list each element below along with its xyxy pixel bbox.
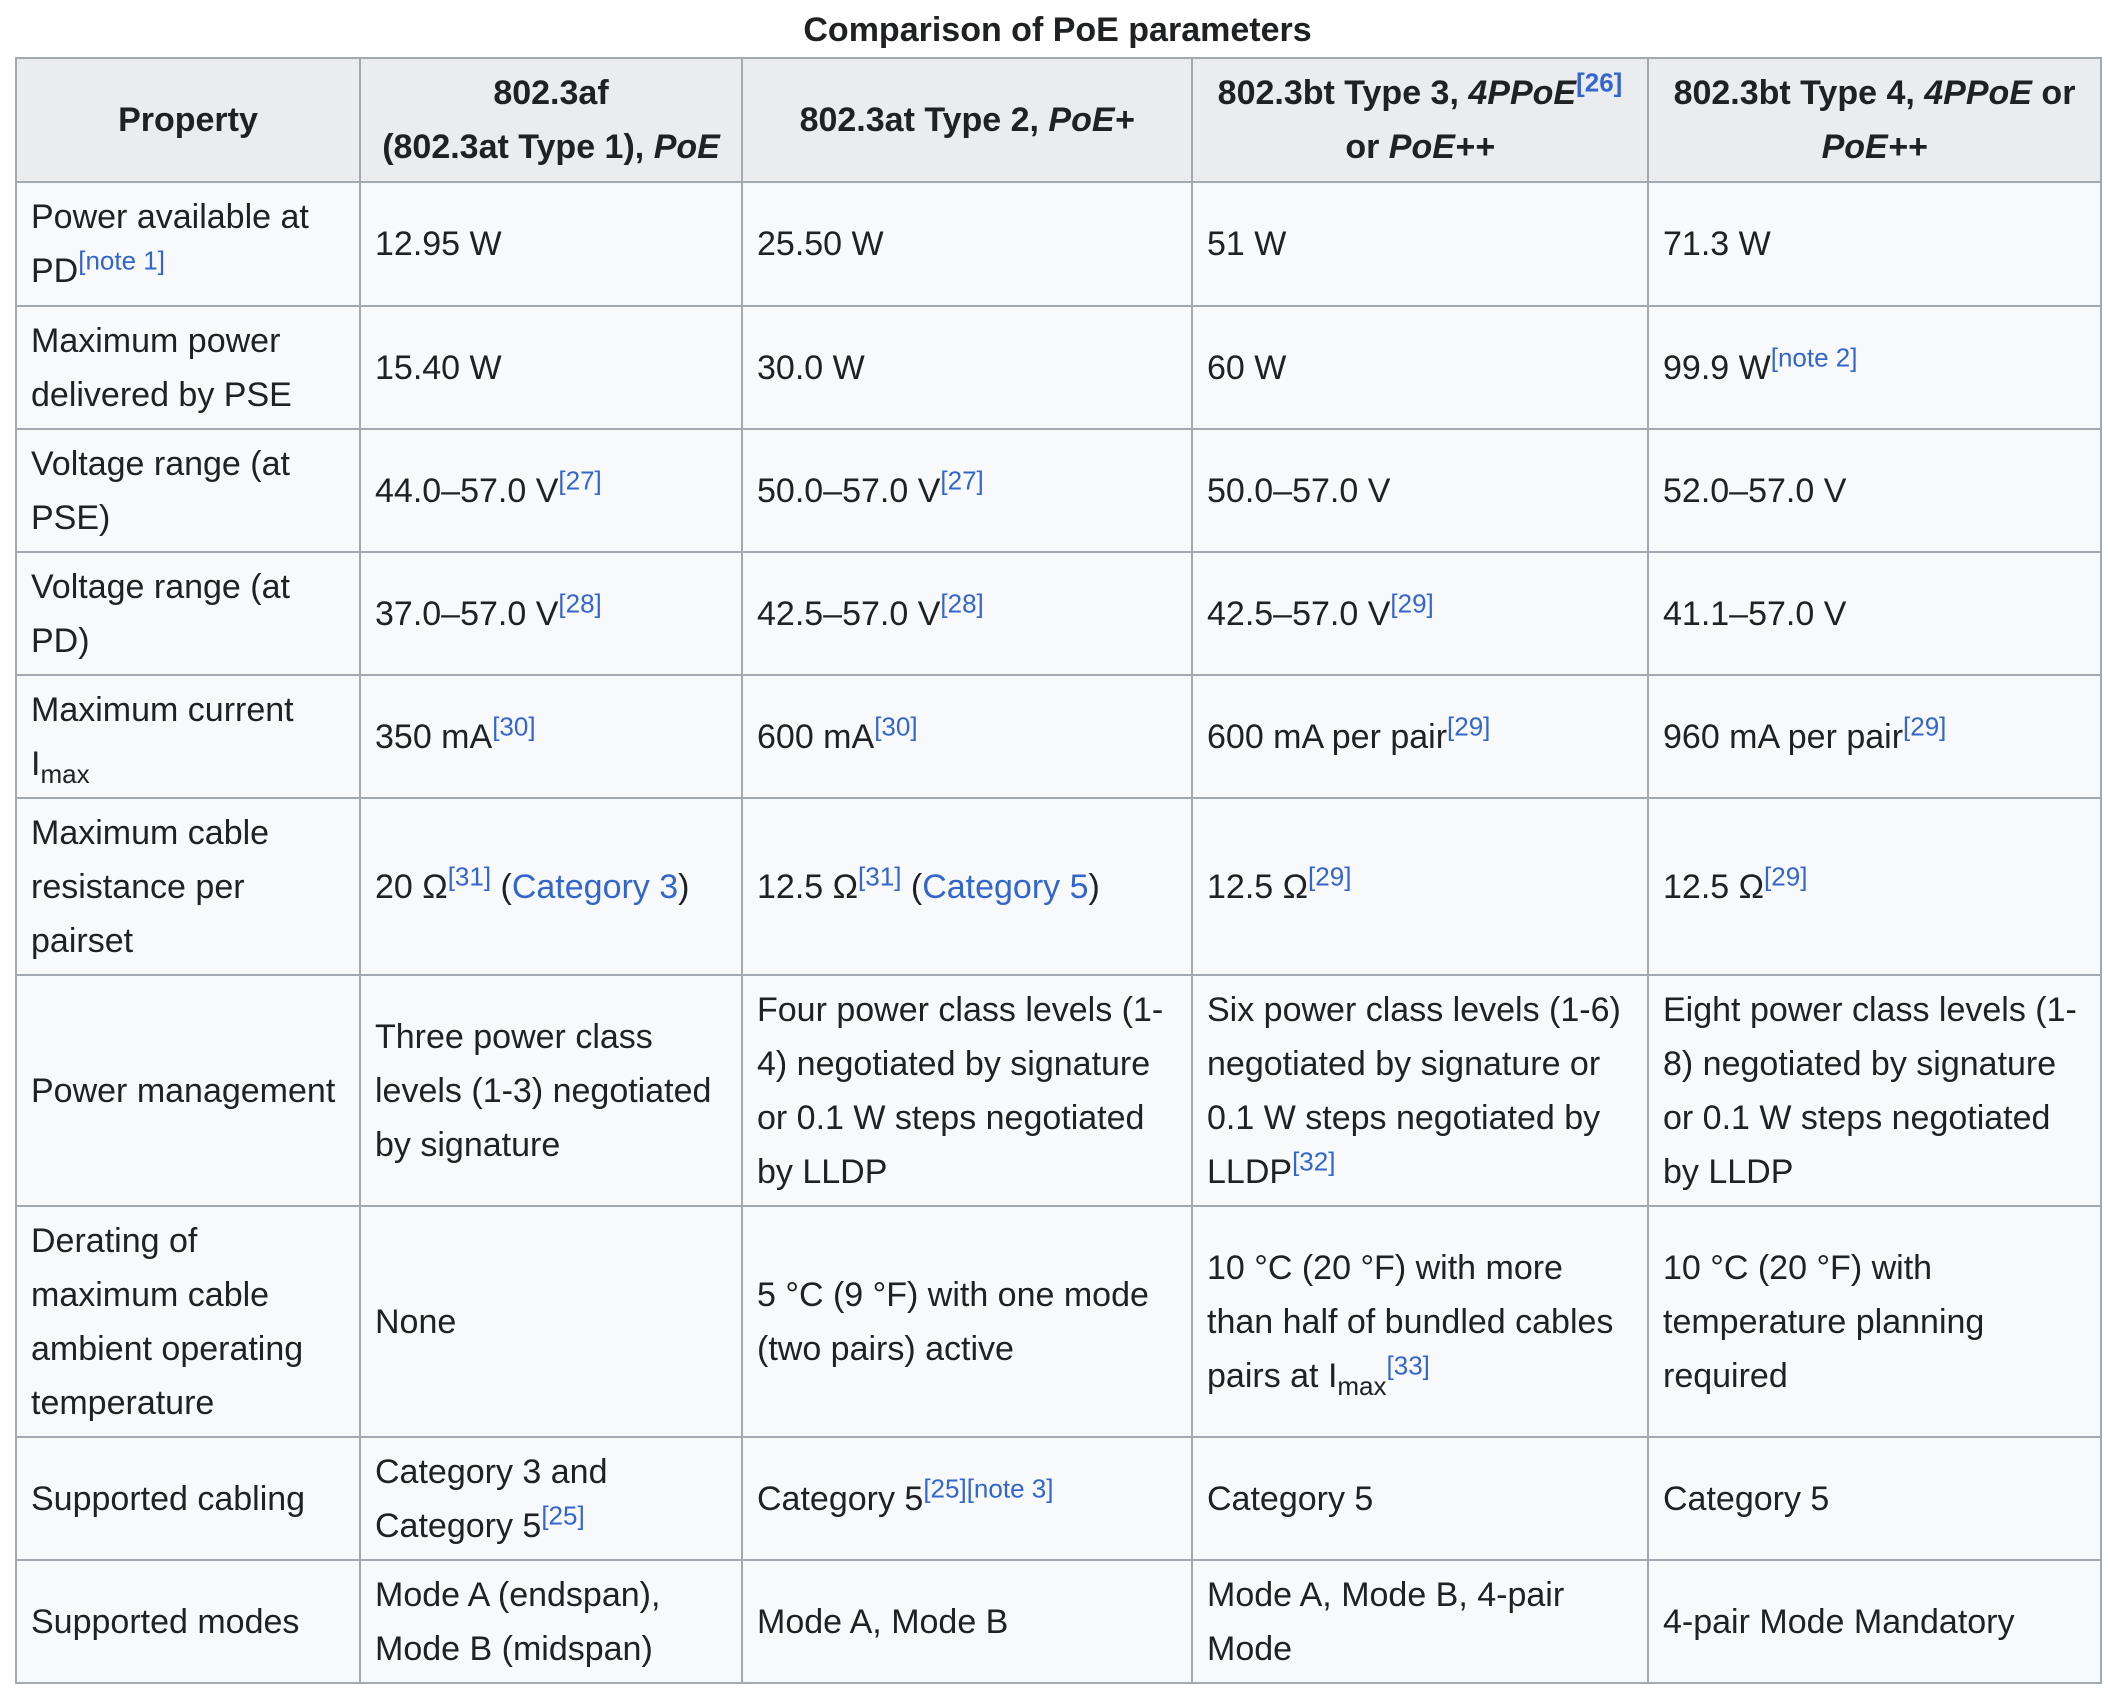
header-bt4-text: 802.3bt Type 4, [1673,74,1925,112]
row-label [16,1560,360,1683]
cell-802-3at [742,675,1192,798]
cell-802-3af [360,552,742,675]
row-label-text: Voltage range (at PD) [31,567,290,660]
cell-text: 71.3 W [1663,225,1771,263]
cell-802-3bt-type4 [1648,798,2101,975]
header-802-3af-line2: (802.3at Type 1), [382,128,654,166]
cell-text: Category 5 [1663,1479,1830,1518]
row-label-text: Maximum power delivered by PSE [31,321,292,414]
cell-802-3bt-type3 [1192,1206,1648,1437]
cell-text: 99.9 W [1663,348,1771,387]
row-label-text: Maximum cable resistance per pairset [31,813,270,960]
cell-802-3bt-type4 [1648,182,2101,306]
cell-802-3af [360,798,742,975]
cell-ref[interactable]: [25] [541,1500,585,1531]
cell-text: Mode A, Mode B, 4-pair Mode [1207,1575,1565,1668]
table-row [16,306,2101,429]
cell-text: 20 Ω [375,867,448,906]
header-bt3-text: 802.3bt Type 3, [1217,74,1469,112]
table-row [16,1206,2101,1437]
header-bt3-ref[interactable]: [26] [1576,67,1623,98]
row-label-text: Supported modes [31,1602,300,1641]
cell-paren-close: ) [678,867,690,906]
cell-text: 51 W [1207,225,1287,263]
header-property [16,58,360,182]
table-row [16,429,2101,552]
header-802-3af [360,58,742,182]
cell-text: 42.5–57.0 V [757,594,941,633]
cell-text: 600 mA [757,717,875,756]
header-bt3-italic1: 4PPoE [1468,74,1577,112]
header-802-3at-type2 [742,58,1192,182]
cell-text: Category 5 [1207,1479,1374,1518]
cell-802-3at [742,1437,1192,1560]
row-label [16,182,360,306]
row-label [16,429,360,552]
cell-text: Mode A (endspan), Mode B (midspan) [375,1575,661,1668]
cell-ref[interactable]: [33] [1386,1350,1430,1381]
cell-text: Mode A, Mode B [757,1602,1009,1641]
table-caption: Comparison of PoE parameters [803,11,1312,49]
cell-text: 50.0–57.0 V [757,471,941,510]
cell-ref[interactable]: [27] [940,465,984,496]
cell-text: 15.40 W [375,348,502,387]
cell-802-3af [360,1206,742,1437]
header-bt3-or: or [1345,128,1389,166]
cell-text: Four power class levels (1-4) negotiated by signature or 0.1 W steps negotiated by LLDP [757,990,1164,1191]
cell-text: 50.0–57.0 V [1207,471,1391,510]
category-5-link[interactable]: Category 5 [922,867,1089,906]
cell-paren-open: ( [901,867,923,906]
cell-802-3at [742,1206,1192,1437]
cell-802-3bt-type3 [1192,552,1648,675]
cell-802-3bt-type4 [1648,429,2101,552]
header-802-3at-text: 802.3at Type 2, [799,101,1049,139]
table-row [16,1437,2101,1560]
cell-text: 30.0 W [757,348,865,387]
cell-text: 4-pair Mode Mandatory [1663,1602,2015,1641]
row-label [16,552,360,675]
table-row [16,552,2101,675]
cell-802-3bt-type4 [1648,975,2101,1206]
cell-text: 44.0–57.0 V [375,471,559,510]
cell-text: 42.5–57.0 V [1207,594,1391,633]
cell-ref[interactable]: [29] [1308,861,1352,892]
cell-802-3at [742,306,1192,429]
cell-text: 10 °C (20 °F) with temperature planning required [1663,1248,1985,1395]
cell-802-3at [742,798,1192,975]
cell-802-3bt-type3 [1192,1437,1648,1560]
category-3-link[interactable]: Category 3 [511,867,679,906]
table-row [16,182,2101,306]
header-802-3af-italic: PoE [653,128,720,166]
row-label-text: Supported cabling [31,1479,306,1518]
header-bt3-italic2: PoE++ [1388,128,1495,166]
cell-text: 52.0–57.0 V [1663,471,1847,510]
cell-text: Three power class levels (1-3) negotiated by signature [375,1017,712,1164]
cell-text: 12.5 Ω [1663,867,1765,906]
cell-802-3bt-type4 [1648,1560,2101,1683]
cell-802-3bt-type3 [1192,182,1648,306]
cell-ref[interactable]: [31] [858,861,902,892]
row-label [16,798,360,975]
row-label-text: Power management [31,1071,336,1110]
cell-text: 37.0–57.0 V [375,594,559,633]
cell-802-3af [360,1560,742,1683]
cell-802-3bt-type3 [1192,306,1648,429]
cell-802-3bt-type3 [1192,429,1648,552]
header-bt4-italic1: 4PPoE [1924,74,2032,112]
cell-text: Six power class levels (1-6) negotiated by signature or 0.1 W steps negotiated by LLDP [1207,990,1621,1191]
cell-802-3at [742,182,1192,306]
cell-802-3af [360,675,742,798]
cell-ref[interactable]: [27] [558,465,602,496]
poe-comparison-table [15,57,2102,1684]
cell-802-3bt-type3 [1192,798,1648,975]
row-label-text: Derating of maximum cable ambient operating temperature [31,1221,304,1422]
cell-802-3bt-type4 [1648,1437,2101,1560]
header-802-3bt-type4 [1648,58,2101,182]
cell-ref[interactable]: [30] [874,711,918,742]
row-label [16,1437,360,1560]
cell-802-3bt-type3 [1192,675,1648,798]
header-row [16,58,2101,182]
cell-text: 10 °C (20 °F) with more than half of bundled cables pairs at I [1207,1248,1614,1395]
table-row [16,675,2101,798]
cell-802-3bt-type4 [1648,1206,2101,1437]
cell-802-3bt-type3 [1192,1560,1648,1683]
cell-802-3af [360,975,742,1206]
row-label [16,306,360,429]
cell-ref[interactable]: [28] [940,588,984,619]
cell-802-3af [360,306,742,429]
cell-802-3at [742,975,1192,1206]
table-row [16,975,2101,1206]
cell-802-3af [360,429,742,552]
cell-802-3bt-type4 [1648,306,2101,429]
cell-subscript: max [1337,1370,1387,1401]
cell-text: 12.5 Ω [1207,867,1309,906]
cell-ref[interactable]: [note 2] [1770,342,1858,373]
cell-text: 60 W [1207,348,1287,387]
table-row [16,1560,2101,1683]
cell-ref[interactable]: [29] [1903,711,1947,742]
row-label-text: Power available at PD [31,198,309,290]
cell-text: 25.50 W [757,225,884,263]
cell-ref[interactable]: [31] [447,861,492,892]
cell-paren-open: ( [491,867,512,906]
row-label [16,675,360,798]
header-bt4-italic2: PoE++ [1821,128,1928,166]
cell-text: 12.5 Ω [757,867,859,906]
row-label-text: Maximum current I [31,690,294,783]
cell-text: 41.1–57.0 V [1663,594,1847,633]
cell-text: 350 mA [375,717,493,756]
cell-note-ref[interactable]: [note 3] [966,1473,1054,1504]
row-label [16,975,360,1206]
cell-ref[interactable]: [25] [923,1473,967,1504]
cell-text: 960 mA per pair [1663,717,1904,756]
cell-text: None [375,1302,457,1341]
cell-ref[interactable]: [32] [1292,1146,1336,1177]
cell-text: 5 °C (9 °F) with one mode (two pairs) active [757,1275,1149,1368]
row-label-text: Voltage range (at PSE) [31,444,290,537]
header-802-3af-line1: 802.3af [493,74,609,112]
row-label [16,1206,360,1437]
cell-text: Category 3 and Category 5 [375,1452,608,1545]
header-802-3bt-type3 [1192,58,1648,182]
row-label-ref[interactable]: [note 1] [78,245,165,276]
row-label-subscript: max [40,758,90,789]
cell-text: Category 5 [757,1479,924,1518]
cell-ref[interactable]: [29] [1764,861,1808,892]
cell-text: 12.95 W [375,225,502,263]
header-bt4-or: or [2031,74,2076,112]
cell-ref[interactable]: [29] [1390,588,1434,619]
cell-text: Eight power class levels (1-8) negotiated by signature or 0.1 W steps negotiated by LLDP [1663,990,2077,1191]
cell-802-3bt-type4 [1648,552,2101,675]
cell-802-3af [360,182,742,306]
cell-text: 600 mA per pair [1207,717,1448,756]
header-802-3at-italic: PoE+ [1048,101,1135,139]
header-property-label: Property [118,101,258,139]
cell-802-3bt-type4 [1648,675,2101,798]
cell-802-3bt-type3 [1192,975,1648,1206]
table-row [16,798,2101,975]
cell-ref[interactable]: [30] [492,711,536,742]
cell-802-3af [360,1437,742,1560]
cell-802-3at [742,552,1192,675]
cell-802-3at [742,429,1192,552]
cell-ref[interactable]: [28] [558,588,602,619]
cell-paren-close: ) [1088,867,1100,906]
cell-ref[interactable]: [29] [1447,711,1491,742]
cell-802-3at [742,1560,1192,1683]
